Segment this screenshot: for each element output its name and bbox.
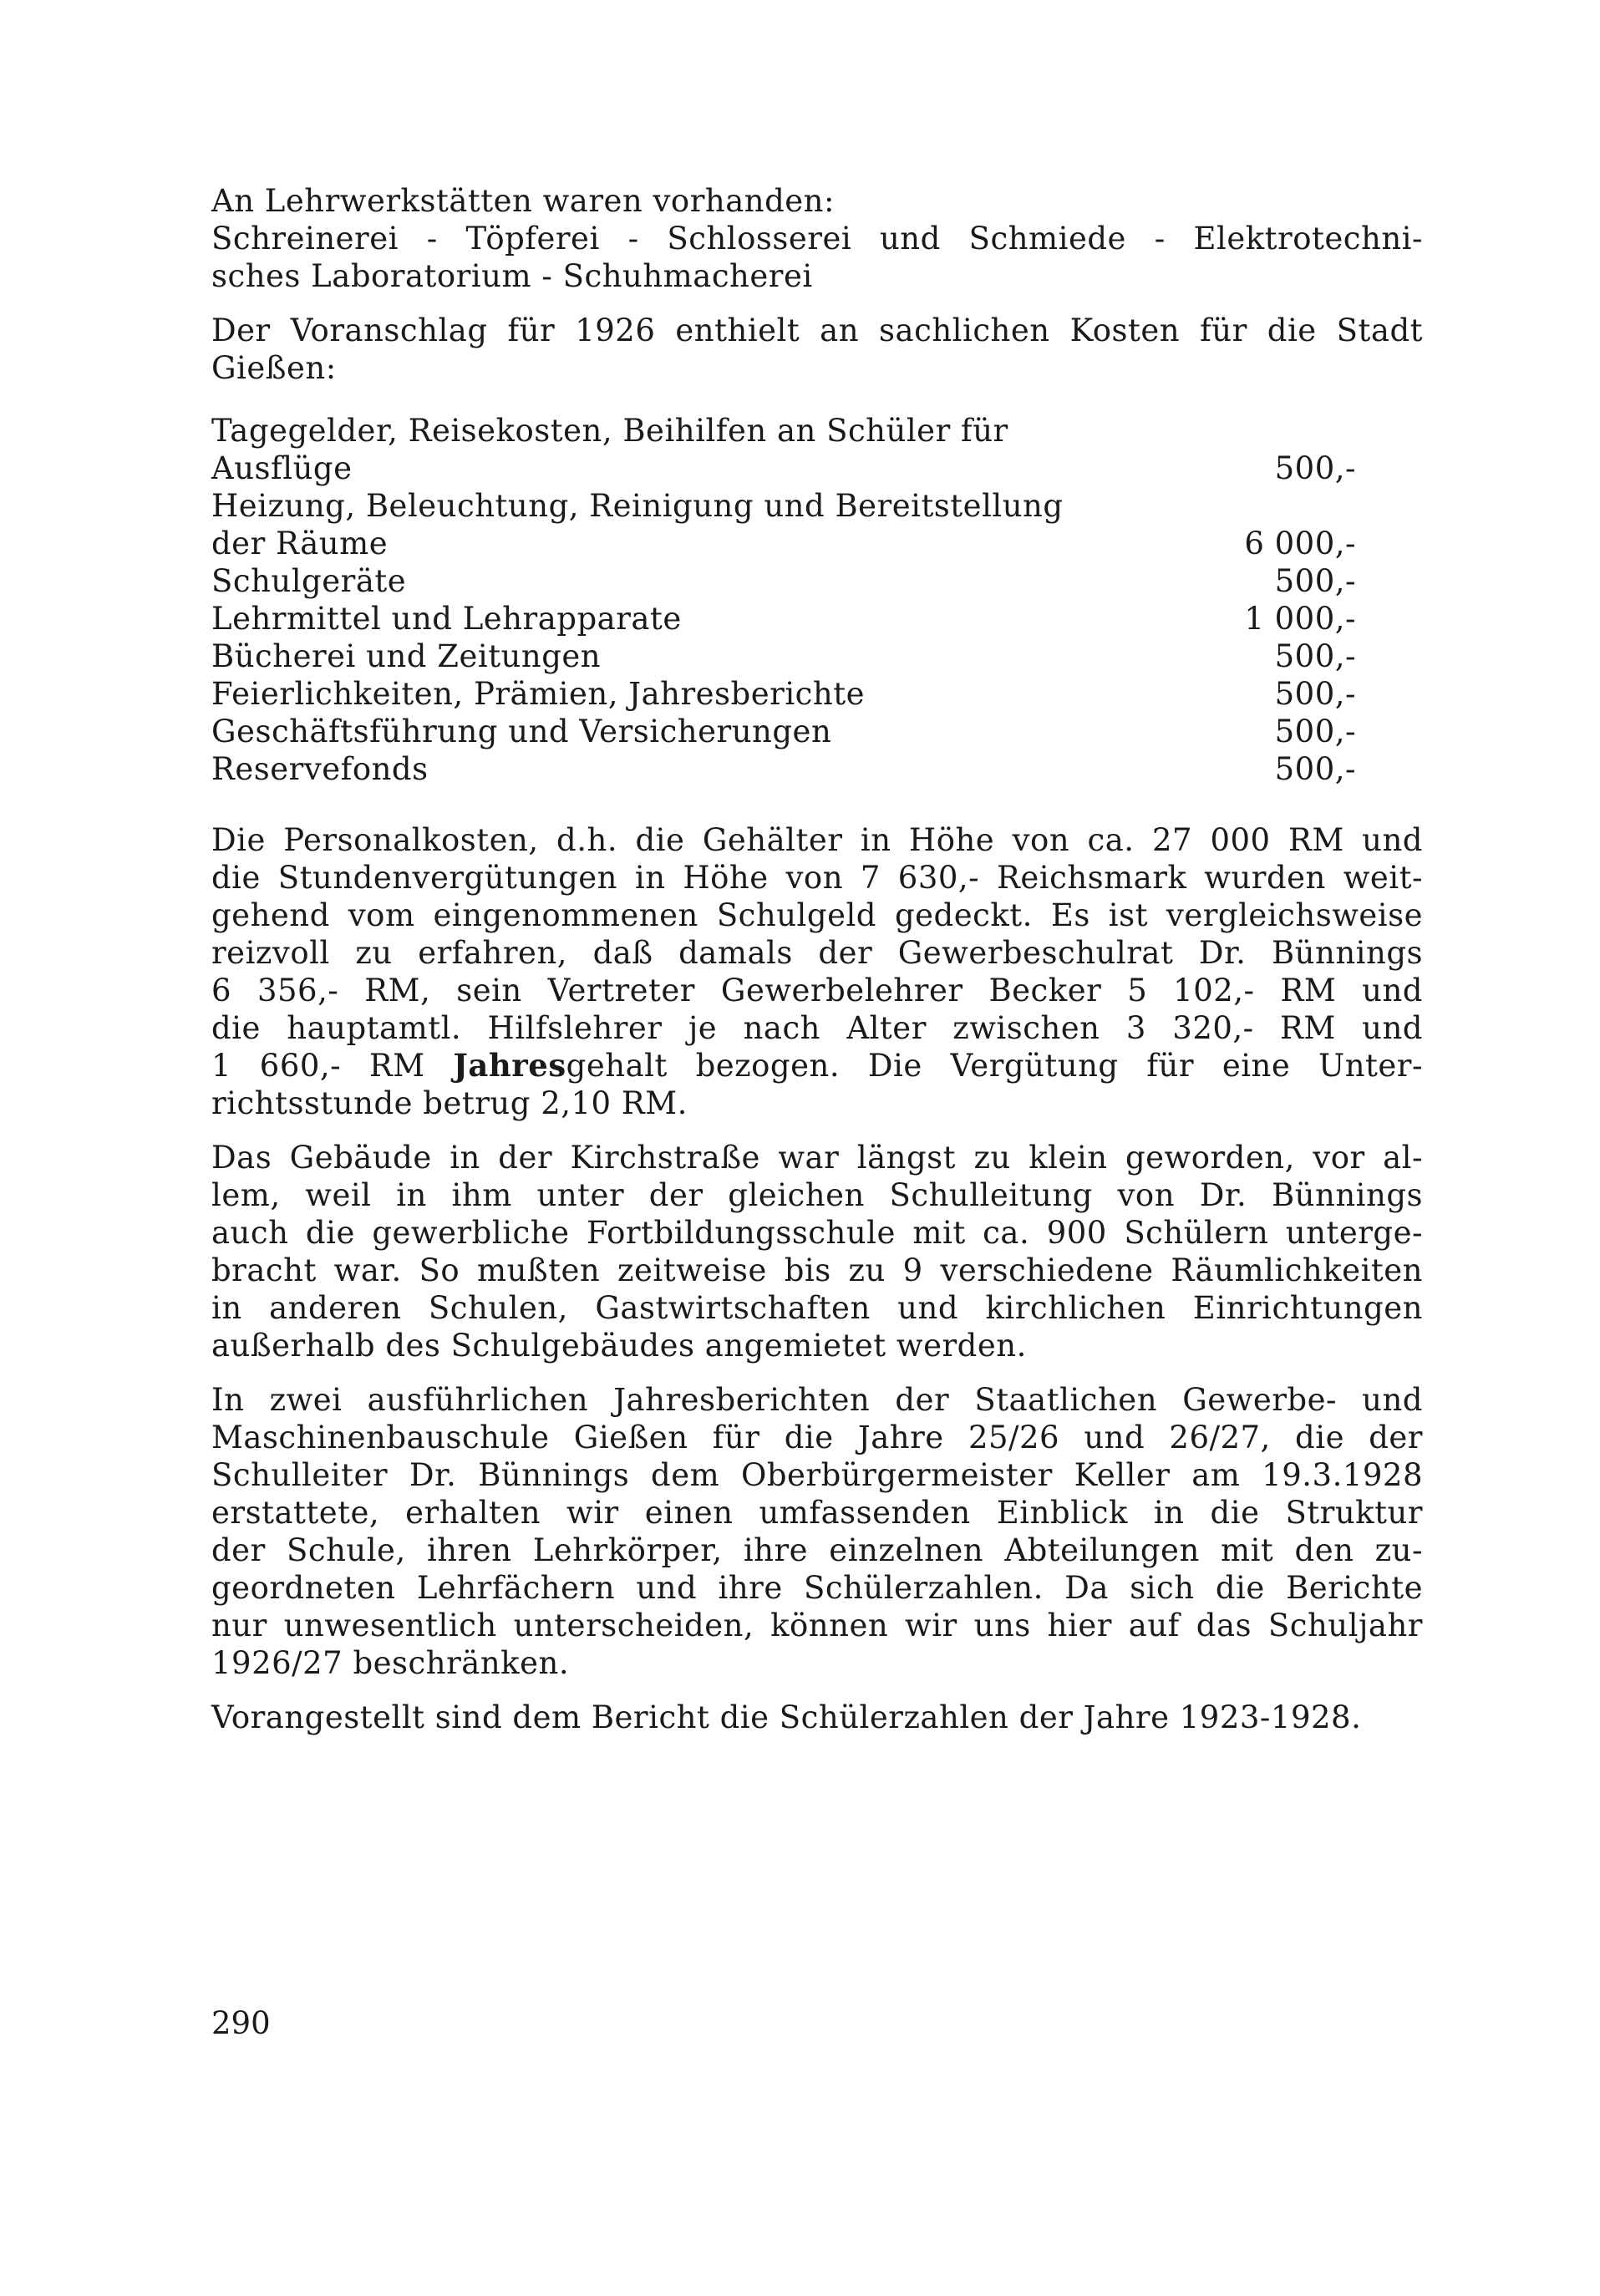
- cost-amount: 500,-: [1274, 450, 1356, 486]
- reports-paragraph: [211, 1381, 1423, 1682]
- page-body: [211, 182, 1423, 1753]
- cost-label: Geschäftsführung und Versicherungen: [211, 714, 832, 749]
- personnel-line-6: die hauptamtl. Hilfslehrer je nach Alter zwischen 3 320,- RM und: [211, 1010, 1423, 1046]
- cost-label: Reservefonds: [211, 751, 429, 787]
- personnel-line-1: Die Personalkosten, d.h. die Gehälter in Höhe von ca. 27 000 RM und: [211, 822, 1423, 858]
- cost-label: Bücherei und Zeitungen: [211, 638, 602, 674]
- personnel-paragraph: [211, 821, 1423, 1122]
- budget-intro-line-2: Gießen:: [211, 350, 337, 386]
- cost-label: Ausflüge: [211, 450, 353, 486]
- cost-amount: 6 000,-: [1244, 526, 1356, 561]
- cost-item-excursions: [211, 412, 1356, 487]
- cost-item-library: [211, 637, 1356, 675]
- bold-word-jahres: Jahres: [453, 1047, 566, 1084]
- budget-intro-line-1: Der Voranschlag für 1926 enthielt an sachlichen Kosten für die Stadt: [211, 312, 1423, 348]
- page-number: 290: [211, 2005, 271, 2041]
- reports-line-5: der Schule, ihren Lehrkörper, ihre einzelnen Abteilungen mit den zu-: [211, 1532, 1423, 1568]
- cost-label: Schulgeräte: [211, 563, 407, 599]
- cost-item-school-equipment: [211, 562, 1356, 600]
- personnel-line-5: 6 356,- RM, sein Vertreter Gewerbelehrer Becker 5 102,- RM und: [211, 973, 1423, 1008]
- reports-line-8: 1926/27 beschränken.: [211, 1645, 570, 1681]
- reports-line-4: erstattete, erhalten wir einen umfassenden Einblick in die Struktur: [211, 1495, 1423, 1531]
- personnel-line-3: gehend vom eingenommenen Schulgeld gedeckt. Es ist vergleichsweise: [211, 897, 1423, 933]
- personnel-line-7: [211, 1047, 1423, 1085]
- cost-table: [211, 412, 1356, 788]
- closing-paragraph: [211, 1699, 1423, 1736]
- personnel-line-4: reizvoll zu erfahren, daß damals der Gewerbeschulrat Dr. Bünnings: [211, 935, 1423, 971]
- reports-line-3: Schulleiter Dr. Bünnings dem Oberbürgermeister Keller am 19.3.1928: [211, 1457, 1423, 1493]
- building-line-4: bracht war. So mußten zeitweise bis zu 9 verschiedene Räumlichkeiten: [211, 1252, 1423, 1288]
- reports-line-1: In zwei ausführlichen Jahresberichten der Staatlichen Gewerbe- und: [211, 1382, 1423, 1418]
- building-line-1: Das Gebäude in der Kirchstraße war längst zu klein geworden, vor al-: [211, 1140, 1423, 1176]
- cost-item-ceremonies: [211, 675, 1356, 713]
- building-paragraph: [211, 1139, 1423, 1364]
- cost-amount: 500,-: [1274, 638, 1356, 674]
- cost-label: Tagegelder, Reisekosten, Beihilfen an Schüler für: [211, 413, 1008, 449]
- building-line-5: in anderen Schulen, Gastwirtschaften und kirchlichen Einrichtungen: [211, 1290, 1423, 1326]
- cost-item-heating: [211, 487, 1356, 562]
- reports-line-7: nur unwesentlich unterscheiden, können wir uns hier auf das Schuljahr: [211, 1608, 1423, 1643]
- cost-label: der Räume: [211, 526, 389, 561]
- reports-line-6: geordneten Lehrfächern und ihre Schülerzahlen. Da sich die Berichte: [211, 1570, 1423, 1606]
- reports-line-2: Maschinenbauschule Gießen für die Jahre 25/26 und 26/27, die der: [211, 1420, 1423, 1455]
- cost-label: Lehrmittel und Lehrapparate: [211, 601, 682, 637]
- personnel-line-7-end: gehalt bezogen. Die Vergütung für eine Unter-: [566, 1048, 1423, 1084]
- cost-item-reserve: [211, 750, 1356, 788]
- cost-amount: 500,-: [1274, 563, 1356, 599]
- personnel-line-8: richtsstunde betrug 2,10 RM.: [211, 1085, 688, 1121]
- cost-amount: 500,-: [1274, 676, 1356, 712]
- closing-line: Vorangestellt sind dem Bericht die Schülerzahlen der Jahre 1923-1928.: [211, 1699, 1362, 1735]
- cost-amount: 500,-: [1274, 751, 1356, 787]
- cost-label: Feierlichkeiten, Prämien, Jahresberichte: [211, 676, 865, 712]
- workshops-line-2: Schreinerei - Töpferei - Schlosserei und Schmiede - Elektrotechni-: [211, 221, 1423, 257]
- cost-item-teaching-materials: [211, 600, 1356, 637]
- cost-amount: 500,-: [1274, 714, 1356, 749]
- cost-label: Heizung, Beleuchtung, Reinigung und Bereitstellung: [211, 488, 1064, 524]
- workshops-line-3: sches Laboratorium - Schuhmacherei: [211, 258, 813, 294]
- building-line-6: außerhalb des Schulgebäudes angemietet werden.: [211, 1328, 1027, 1364]
- personnel-line-7-start: 1 660,- RM: [211, 1048, 454, 1084]
- cost-amount: 1 000,-: [1244, 601, 1356, 637]
- building-line-3: auch die gewerbliche Fortbildungsschule mit ca. 900 Schülern unterge-: [211, 1215, 1423, 1251]
- budget-intro-paragraph: [211, 312, 1423, 387]
- workshops-line-1: An Lehrwerkstätten waren vorhanden:: [211, 183, 835, 219]
- workshops-paragraph: [211, 182, 1423, 295]
- cost-item-management: [211, 713, 1356, 750]
- personnel-line-2: die Stundenvergütungen in Höhe von 7 630,- Reichsmark wurden weit-: [211, 860, 1423, 896]
- building-line-2: lem, weil in ihm unter der gleichen Schulleitung von Dr. Bünnings: [211, 1177, 1423, 1213]
